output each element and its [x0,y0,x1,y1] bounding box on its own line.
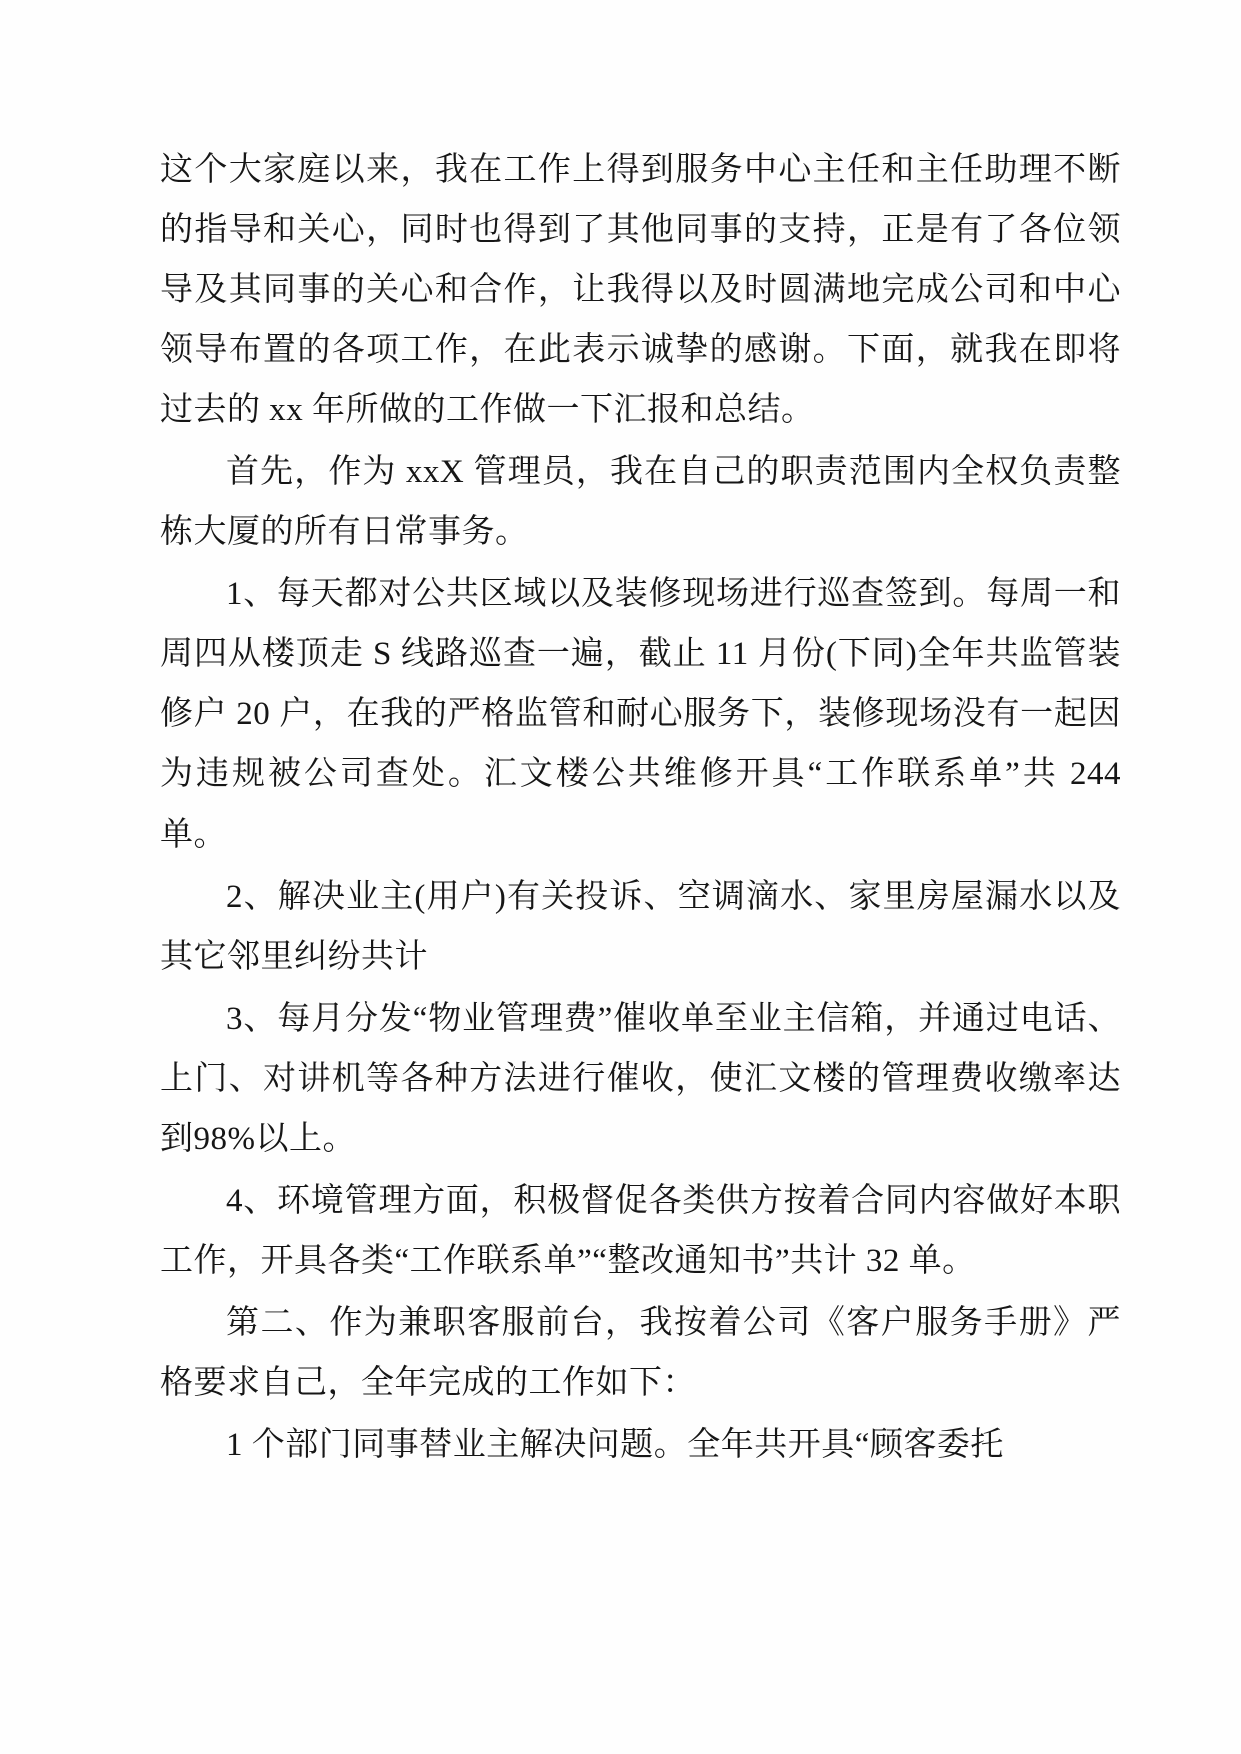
paragraph: 1 个部门同事替业主解决问题。全年共开具“顾客委托 [226,1426,1004,1463]
paragraph: 首先，作为 xxX 管理员，我在自己的职责范围内全权负责整栋大厦的所有日常事务。 [160,454,1121,551]
paragraph: 3、每月分发“物业管理费”催收单至业主信箱，并通过电话、上门、对讲机等各种方法进行催收，使汇文楼的管理费收缴率达到98%以上。 [160,1000,1121,1157]
paragraph: 4、环境管理方面，积极督促各类供方按着合同内容做好本职工作，开具各类“工作联系单”“整改通知书”共计 32 单。 [160,1182,1121,1279]
paragraph: 2、解决业主(用户)有关投诉、空调滴水、家里房屋漏水以及其它邻里纠纷共计 [160,878,1121,975]
paragraph: 1、每天都对公共区域以及装修现场进行巡查签到。每周一和周四从楼顶走 S 线路巡查一遍，截止 11 月份(下同)全年共监管装修户 20 户，在我的严格监管和耐心服务下，装修现场没有一起因为违规被公司查处。汇文楼公共维修开具“工作联系单”共 244 单。 [160,576,1121,853]
document-body [160,140,1121,1475]
paragraph: 这个大家庭以来，我在工作上得到服务中心主任和主任助理不断的指导和关心，同时也得到了其他同事的支持，正是有了各位领导及其同事的关心和合作，让我得以及时圆满地完成公司和中心领导布置的各项工作，在此表示诚挚的感谢。下面，就我在即将过去的 xx 年所做的工作做一下汇报和总结。 [160,152,1121,429]
paragraph: 第二、作为兼职客服前台，我按着公司《客户服务手册》严格要求自己，全年完成的工作如下： [160,1304,1121,1401]
